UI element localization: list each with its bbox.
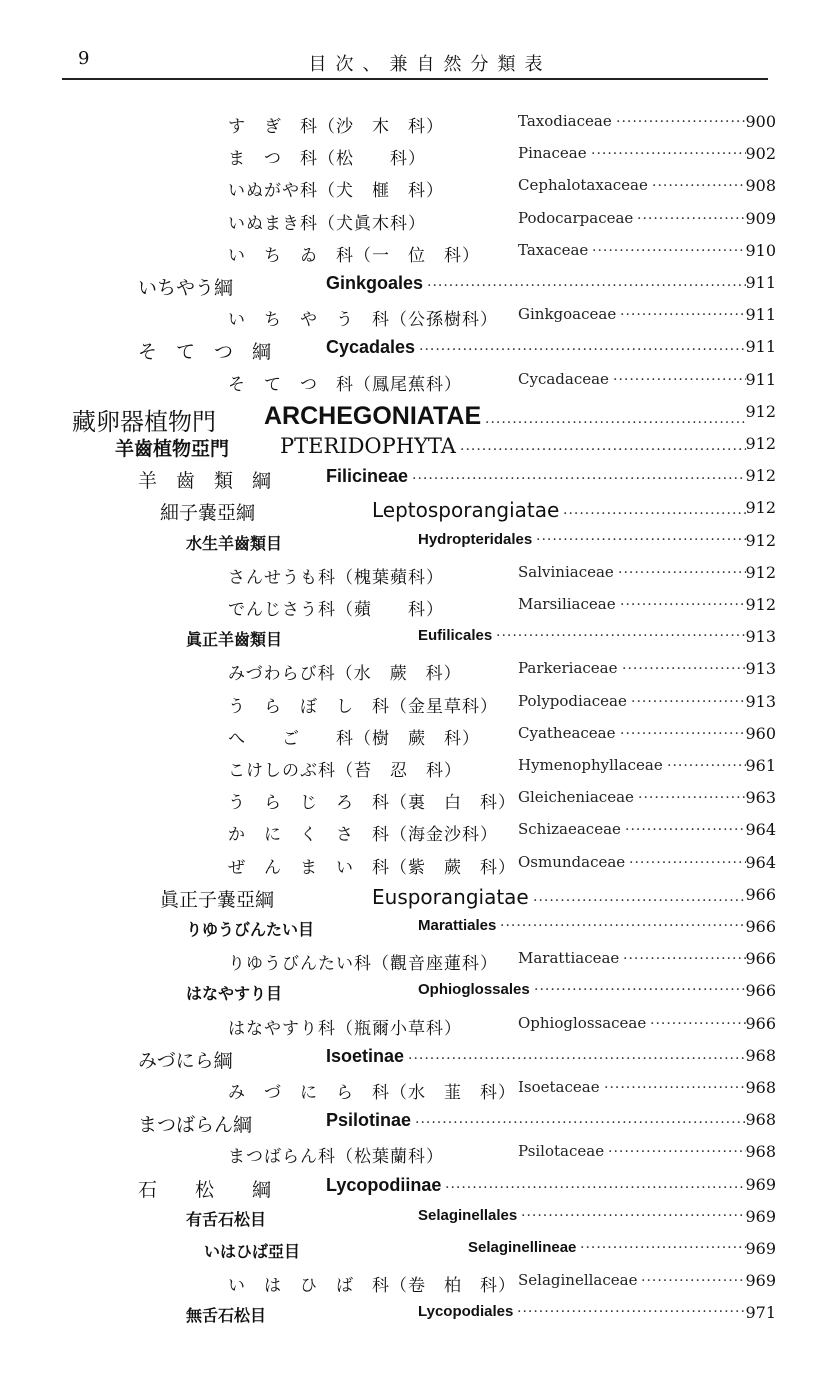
entry-japanese-name: 細子嚢亞綱 <box>160 502 256 525</box>
toc-entry <box>0 1142 840 1174</box>
toc-entry <box>0 531 840 563</box>
entry-japanese-name: み づ に ら 科（水 韮 科） <box>228 1083 516 1103</box>
leader-dots <box>563 502 746 518</box>
entry-latin-name: Schizaeaceae <box>518 820 621 839</box>
leader-dots <box>500 914 746 930</box>
entry-latin-name: Eusporangiatae <box>372 884 529 909</box>
entry-latin-name: Isoetaceae <box>518 1078 600 1096</box>
entry-page-number: 966 <box>745 917 776 936</box>
leader-dots <box>415 1111 746 1127</box>
entry-page-number: 966 <box>745 981 776 1001</box>
toc-entry <box>0 1110 840 1142</box>
entry-latin-name: Osmundaceae <box>518 852 626 871</box>
entry-page-number: 969 <box>745 1239 776 1258</box>
toc-entry <box>0 756 840 788</box>
entry-latin-name: Filicineae <box>326 466 409 487</box>
entry-japanese-name: 眞正子嚢亞綱 <box>160 888 275 911</box>
entry-latin-name: Cephalotaxaceae <box>518 176 648 195</box>
entry-page-number: 963 <box>745 788 776 808</box>
toc-entry <box>0 1078 840 1110</box>
entry-latin-name: PTERIDOPHYTA <box>280 434 456 458</box>
toc-entry <box>0 434 840 466</box>
leader-dots <box>536 528 746 544</box>
leader-dots <box>620 593 746 609</box>
leader-dots <box>408 1047 746 1063</box>
entry-page-number: 912 <box>745 498 776 518</box>
leader-dots <box>427 274 746 290</box>
entry-japanese-name: 藏卵器植物門 <box>72 407 216 436</box>
entry-japanese-name: か に く さ 科（海金沙科） <box>228 825 498 846</box>
entry-page-number: 911 <box>745 369 776 389</box>
toc-entry <box>0 595 840 627</box>
entry-page-number: 913 <box>745 659 776 679</box>
entry-latin-name: Isoetinae <box>326 1045 405 1066</box>
leader-dots <box>496 624 746 640</box>
entry-latin-name: Lycopodiinae <box>326 1174 442 1195</box>
entry-page-number: 968 <box>745 1142 776 1162</box>
entry-japanese-name: 水生羊齒類目 <box>186 533 283 553</box>
entry-page-number: 964 <box>745 852 776 872</box>
toc-entry <box>0 1239 840 1271</box>
leader-dots <box>521 1204 746 1220</box>
toc-entry <box>0 209 840 241</box>
entry-page-number: 969 <box>745 1206 776 1226</box>
leader-dots <box>625 818 746 834</box>
toc-entry <box>0 692 840 724</box>
entry-page-number: 912 <box>745 595 776 614</box>
entry-japanese-name: う ら ぼ し 科（金星草科） <box>228 696 498 717</box>
entry-page-number: 966 <box>745 1013 776 1033</box>
leader-dots <box>637 207 746 223</box>
entry-japanese-name: はなやすり目 <box>186 984 283 1004</box>
toc-entry <box>0 1271 840 1303</box>
entry-latin-name: Pinaceae <box>518 144 587 163</box>
leader-dots <box>419 338 746 354</box>
entry-latin-name: Lycopodiales <box>418 1303 514 1321</box>
leader-dots <box>623 947 746 963</box>
entry-japanese-name: う ら じ ろ 科（裏 白 科） <box>228 793 516 814</box>
toc-entry <box>0 724 840 756</box>
toc-entry <box>0 1046 840 1078</box>
leader-dots <box>460 438 746 454</box>
entry-page-number: 966 <box>745 949 776 969</box>
leader-dots <box>613 368 746 384</box>
entry-japanese-name: そ て つ 綱 <box>138 341 272 364</box>
entry-latin-name: Taxodiaceae <box>518 112 612 130</box>
entry-latin-name: Ophioglossaceae <box>518 1013 647 1032</box>
entry-japanese-name: 羊 齒 類 綱 <box>138 470 272 493</box>
leader-dots <box>592 239 746 255</box>
entry-page-number: 964 <box>745 820 776 840</box>
entry-japanese-name: い ち や う 科（公孫樹科） <box>228 310 498 331</box>
entry-page-number: 913 <box>745 691 776 711</box>
entry-latin-name: Hydropteridales <box>418 530 533 548</box>
toc-entry <box>0 1207 840 1239</box>
toc-entry <box>0 305 840 337</box>
entry-page-number: 911 <box>745 273 776 292</box>
entry-japanese-name: こけしのぶ科（苔 忍 科） <box>228 761 462 781</box>
entry-page-number: 968 <box>745 1045 776 1065</box>
entry-latin-name: Taxaceae <box>518 240 589 259</box>
toc-entry <box>0 241 840 273</box>
leader-dots <box>485 411 746 427</box>
entry-japanese-name: い ち ゐ 科（一 位 科） <box>228 245 480 266</box>
entry-japanese-name: へ ご 科（樹 蕨 科） <box>228 728 480 749</box>
entry-page-number: 912 <box>745 401 776 421</box>
entry-latin-name: Hymenophyllaceae <box>518 756 663 774</box>
entry-latin-name: Marattiaceae <box>518 949 620 968</box>
entry-japanese-name: す ぎ 科（沙 木 科） <box>228 117 444 137</box>
toc-entry <box>0 273 840 305</box>
leader-dots <box>618 561 746 577</box>
leader-dots <box>650 1012 746 1028</box>
entry-japanese-name: でんじさう科（蘋 科） <box>228 600 444 620</box>
entry-latin-name: Cycadales <box>326 337 416 358</box>
toc-entry <box>0 659 840 691</box>
entry-latin-name: Parkeriaceae <box>518 659 618 678</box>
entry-page-number: 969 <box>745 1271 776 1291</box>
toc-entry <box>0 498 840 530</box>
entry-page-number: 968 <box>745 1110 776 1130</box>
entry-page-number: 969 <box>745 1174 776 1194</box>
entry-latin-name: Selaginellales <box>418 1206 518 1224</box>
entry-page-number: 911 <box>745 305 776 325</box>
toc-entry <box>0 853 840 885</box>
entry-page-number: 912 <box>745 434 776 453</box>
entry-japanese-name: 石 松 綱 <box>138 1178 272 1201</box>
entry-japanese-name: いぬがや科（犬 榧 科） <box>228 181 444 202</box>
entry-page-number: 908 <box>745 176 776 196</box>
entry-japanese-name: 眞正羊齒類目 <box>186 630 283 650</box>
entry-latin-name: Marattiales <box>418 917 497 934</box>
entry-japanese-name: いぬまき科（犬眞木科） <box>228 213 426 234</box>
entry-page-number: 971 <box>745 1303 776 1323</box>
entry-latin-name: Selaginellineae <box>468 1239 577 1256</box>
leader-dots <box>620 722 746 738</box>
entry-japanese-name: いちやう綱 <box>138 277 234 299</box>
entry-latin-name: Marsiliaceae <box>518 595 616 613</box>
leader-dots <box>608 1140 746 1156</box>
toc-entry <box>0 917 840 949</box>
entry-page-number: 912 <box>745 530 776 550</box>
entry-page-number: 961 <box>745 756 776 775</box>
running-head: 目次、兼自然分類表 <box>308 54 552 75</box>
entry-japanese-name: ま つ 科（松 科） <box>228 149 426 170</box>
entry-japanese-name: みづわらび科（水 蕨 科） <box>228 664 462 685</box>
entry-japanese-name: りゆうびんたい目 <box>186 920 315 939</box>
entry-page-number: 912 <box>745 562 776 582</box>
page-number: 9 <box>78 48 90 69</box>
toc-entry <box>0 1175 840 1207</box>
leader-dots <box>652 174 746 190</box>
entry-latin-name: Cyatheaceae <box>518 723 616 742</box>
toc-entry <box>0 1014 840 1046</box>
leader-dots <box>631 690 746 706</box>
entry-latin-name: Salviniaceae <box>518 562 614 581</box>
toc-entry <box>0 402 840 434</box>
entry-japanese-name: みづにら綱 <box>138 1049 233 1072</box>
toc-entry <box>0 337 840 369</box>
entry-japanese-name: はなやすり科（瓶爾小草科） <box>228 1018 462 1039</box>
toc-entry <box>0 820 840 852</box>
leader-dots <box>534 978 746 994</box>
entry-latin-name: Ginkgoaceae <box>518 305 617 324</box>
leader-dots <box>629 851 746 867</box>
leader-dots <box>533 889 746 905</box>
entry-latin-name: Cycadaceae <box>518 369 609 388</box>
leader-dots <box>638 786 746 802</box>
toc-entry <box>0 788 840 820</box>
leader-dots <box>412 467 746 483</box>
toc-entry <box>0 885 840 917</box>
leader-dots <box>667 754 746 770</box>
toc-entry <box>0 176 840 208</box>
toc-entry <box>0 466 840 498</box>
toc-entry <box>0 370 840 402</box>
entry-page-number: 968 <box>745 1078 776 1097</box>
leader-dots <box>445 1176 746 1192</box>
entry-page-number: 900 <box>745 112 776 131</box>
leader-dots <box>620 303 746 319</box>
leader-dots <box>604 1076 746 1092</box>
leader-dots <box>580 1236 746 1252</box>
toc-entry <box>0 627 840 659</box>
toc-entry <box>0 144 840 176</box>
toc-entry <box>0 1303 840 1335</box>
toc-entry <box>0 112 840 144</box>
entry-japanese-name: 羊齒植物亞門 <box>115 438 230 460</box>
entry-japanese-name: さんせうも科（槐葉蘋科） <box>228 567 444 588</box>
entry-page-number: 913 <box>745 627 776 647</box>
toc-entry <box>0 949 840 981</box>
entry-japanese-name: いはひば亞目 <box>204 1242 301 1261</box>
entry-japanese-name: そ て つ 科（鳳尾蕉科） <box>228 374 462 395</box>
entry-latin-name: Selaginellaceae <box>518 1271 638 1290</box>
leader-dots <box>641 1269 746 1285</box>
entry-page-number: 960 <box>745 723 776 743</box>
leader-dots <box>591 142 746 158</box>
entry-latin-name: Gleicheniaceae <box>518 788 634 807</box>
entry-japanese-name: 無舌石松目 <box>186 1306 267 1326</box>
entry-japanese-name: 有舌石松目 <box>186 1209 267 1229</box>
entry-page-number: 912 <box>745 466 776 486</box>
entry-japanese-name: い は ひ ば 科（卷 柏 科） <box>228 1276 516 1297</box>
entry-latin-name: Ginkgoales <box>326 273 424 293</box>
entry-japanese-name: りゆうびんたい科（觀音座蓮科） <box>228 954 498 975</box>
entry-latin-name: Podocarpaceae <box>518 208 634 227</box>
header-rule <box>62 78 768 80</box>
entry-latin-name: Polypodiaceae <box>518 691 627 710</box>
entry-page-number: 910 <box>745 240 776 260</box>
entry-japanese-name: まつばらん綱 <box>138 1114 253 1137</box>
entry-latin-name: Ophioglossales <box>418 981 530 999</box>
entry-page-number: 909 <box>745 208 776 228</box>
entry-latin-name: ARCHEGONIATAE <box>264 401 482 430</box>
toc-entry <box>0 981 840 1013</box>
entry-latin-name: Psilotaceae <box>518 1142 605 1161</box>
entry-japanese-name: ぜ ん ま い 科（紫 蕨 科） <box>228 857 516 878</box>
entry-page-number: 911 <box>745 337 776 357</box>
leader-dots <box>616 110 746 126</box>
entry-latin-name: Eufilicales <box>418 627 493 645</box>
entry-latin-name: Psilotinae <box>326 1110 412 1131</box>
entry-page-number: 902 <box>745 144 776 164</box>
entry-page-number: 966 <box>745 884 776 904</box>
leader-dots <box>517 1300 746 1316</box>
entry-latin-name: Leptosporangiatae <box>372 498 560 523</box>
toc-entry <box>0 563 840 595</box>
entry-japanese-name: まつばらん科（松葉蘭科） <box>228 1147 444 1168</box>
leader-dots <box>622 657 746 673</box>
